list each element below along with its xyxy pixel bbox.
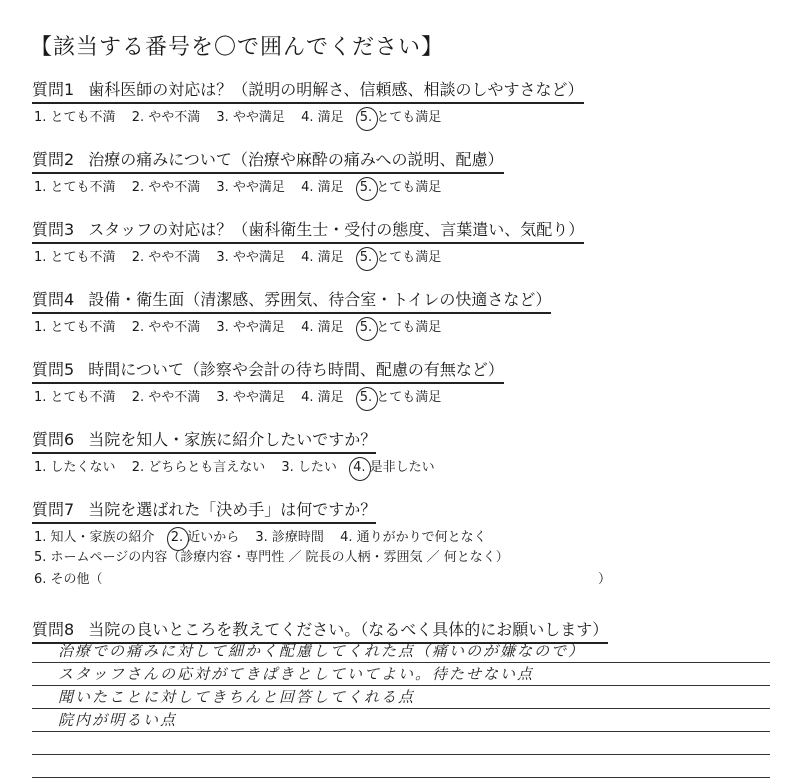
option-2[interactable]: 2. どちらとも言えない (131, 460, 266, 475)
answer-options (32, 458, 772, 478)
option-1[interactable]: 1. したくない (34, 460, 116, 475)
option-5-circled[interactable] (360, 248, 442, 268)
option-1[interactable]: 1. とても不満 (34, 250, 116, 265)
answer-options-row-1 (32, 528, 772, 548)
answer-line[interactable]: スタッフさんの応対がてきぱきとしていてよい。待たせない点 (32, 663, 770, 686)
option-5-circled[interactable] (360, 108, 442, 128)
option-2-circled[interactable] (171, 528, 240, 548)
question-heading (32, 290, 551, 314)
option-2[interactable]: 2. やや不満 (131, 180, 201, 195)
option-3[interactable]: 3. やや満足 (216, 320, 285, 335)
circled-option-text: とても満足 (376, 110, 442, 125)
question-text: 設備・衛生面（清潔感、雰囲気、待合室・トイレの快適さなど） (88, 290, 552, 309)
answer-options (32, 178, 772, 198)
option-6-close-paren: ） (598, 572, 612, 587)
option-3[interactable]: 3. やや満足 (216, 390, 285, 405)
option-1[interactable]: 1. とても不満 (34, 320, 116, 335)
option-4[interactable]: 4. 満足 (301, 180, 344, 195)
option-2[interactable]: 2. やや不満 (131, 110, 201, 125)
question-label: 質問3 (32, 220, 75, 239)
option-2[interactable]: 2. やや不満 (131, 390, 201, 405)
circled-option-text: とても満足 (376, 180, 442, 195)
circled-option-text: とても満足 (376, 250, 442, 265)
circled-option-text: 是非したい (369, 460, 435, 475)
circled-option-text: とても満足 (376, 320, 442, 335)
circled-number: 5. (359, 180, 373, 195)
question-4 (32, 290, 772, 338)
question-6 (32, 430, 772, 478)
option-4[interactable]: 4. 通りがかりで何となく (340, 530, 487, 545)
question-heading (32, 500, 376, 524)
question-text: スタッフの対応は？（歯科衛生士・受付の態度、言葉遣い、気配り） (88, 220, 585, 239)
answer-line[interactable]: 院内が明るい点 (32, 709, 770, 732)
question-3 (32, 220, 772, 268)
circled-option-text: 近いから (187, 530, 240, 545)
question-heading (32, 430, 376, 454)
question-text: 当院を選ばれた「決め手」は何ですか？ (88, 500, 377, 519)
answer-line[interactable] (32, 755, 770, 778)
option-3[interactable]: 3. やや満足 (216, 250, 285, 265)
option-4[interactable]: 4. 満足 (301, 390, 344, 405)
option-1[interactable]: 1. とても不満 (34, 180, 116, 195)
circled-number: 2. (170, 530, 184, 545)
question-text: 当院を知人・家族に紹介したいですか？ (88, 430, 377, 449)
option-4[interactable]: 4. 満足 (301, 320, 344, 335)
circled-option-text: とても満足 (376, 390, 442, 405)
answer-options (32, 108, 772, 128)
option-3[interactable]: 3. 診療時間 (255, 530, 324, 545)
question-text: 治療の痛みについて（治療や麻酔の痛みへの説明、配慮） (88, 150, 504, 169)
option-1[interactable]: 1. とても不満 (34, 110, 116, 125)
option-5-circled[interactable] (360, 178, 442, 198)
option-1[interactable]: 1. 知人・家族の紹介 (34, 530, 155, 545)
answer-options (32, 318, 772, 338)
question-heading (32, 220, 584, 244)
question-label: 質問8 (32, 620, 75, 639)
question-heading (32, 150, 504, 174)
option-4[interactable]: 4. 満足 (301, 250, 344, 265)
question-text: 歯科医師の対応は？（説明の明解さ、信頼感、相談のしやすさなど） (88, 80, 584, 99)
answer-line[interactable]: 治療での痛みに対して細かく配慮してくれた点（痛いのが嫌なので） (32, 640, 770, 663)
question-label: 質問7 (32, 500, 75, 519)
question-1 (32, 80, 772, 128)
answer-options (32, 248, 772, 268)
option-3[interactable]: 3. やや満足 (216, 180, 285, 195)
option-1[interactable]: 1. とても不満 (34, 390, 116, 405)
option-2[interactable]: 2. やや不満 (131, 250, 201, 265)
question-heading (32, 360, 504, 384)
circled-number: 5. (359, 320, 373, 335)
question-label: 質問2 (32, 150, 75, 169)
question-heading (32, 80, 584, 104)
option-3[interactable]: 3. したい (281, 460, 337, 475)
option-5-circled[interactable] (360, 318, 442, 338)
circled-number: 5. (359, 110, 373, 125)
question-label: 質問4 (32, 290, 75, 309)
circled-number: 5. (359, 250, 373, 265)
option-4-circled[interactable] (353, 458, 435, 478)
question-label: 質問1 (32, 80, 75, 99)
option-5-circled[interactable] (360, 388, 442, 408)
question-5 (32, 360, 772, 408)
question-7 (32, 500, 772, 592)
question-text: 当院の良いところを教えてください。（なるべく具体的にお願いします） (88, 620, 609, 639)
option-6-line[interactable] (32, 570, 772, 592)
option-5-line[interactable]: 5. ホームページの内容（診療内容・専門性 ／ 院長の人柄・雰囲気 ／ 何となく） (34, 550, 509, 565)
option-2[interactable]: 2. やや不満 (131, 320, 201, 335)
circled-number: 5. (359, 390, 373, 405)
free-answer-area[interactable] (32, 640, 770, 778)
question-label: 質問5 (32, 360, 75, 379)
answer-line[interactable] (32, 732, 770, 755)
question-2 (32, 150, 772, 198)
question-label: 質問6 (32, 430, 75, 449)
question-text: 時間について（診察や会計の待ち時間、配慮の有無など） (88, 360, 504, 379)
circled-number: 4. (353, 460, 366, 475)
answer-line[interactable]: 聞いたことに対してきちんと回答してくれる点 (32, 686, 770, 709)
option-3[interactable]: 3. やや満足 (216, 110, 285, 125)
answer-options (32, 388, 772, 408)
option-6-label: 6. その他（ (34, 572, 103, 587)
option-4[interactable]: 4. 満足 (301, 110, 344, 125)
page-title: 【該当する番号を〇で囲んでください】 (30, 35, 445, 60)
